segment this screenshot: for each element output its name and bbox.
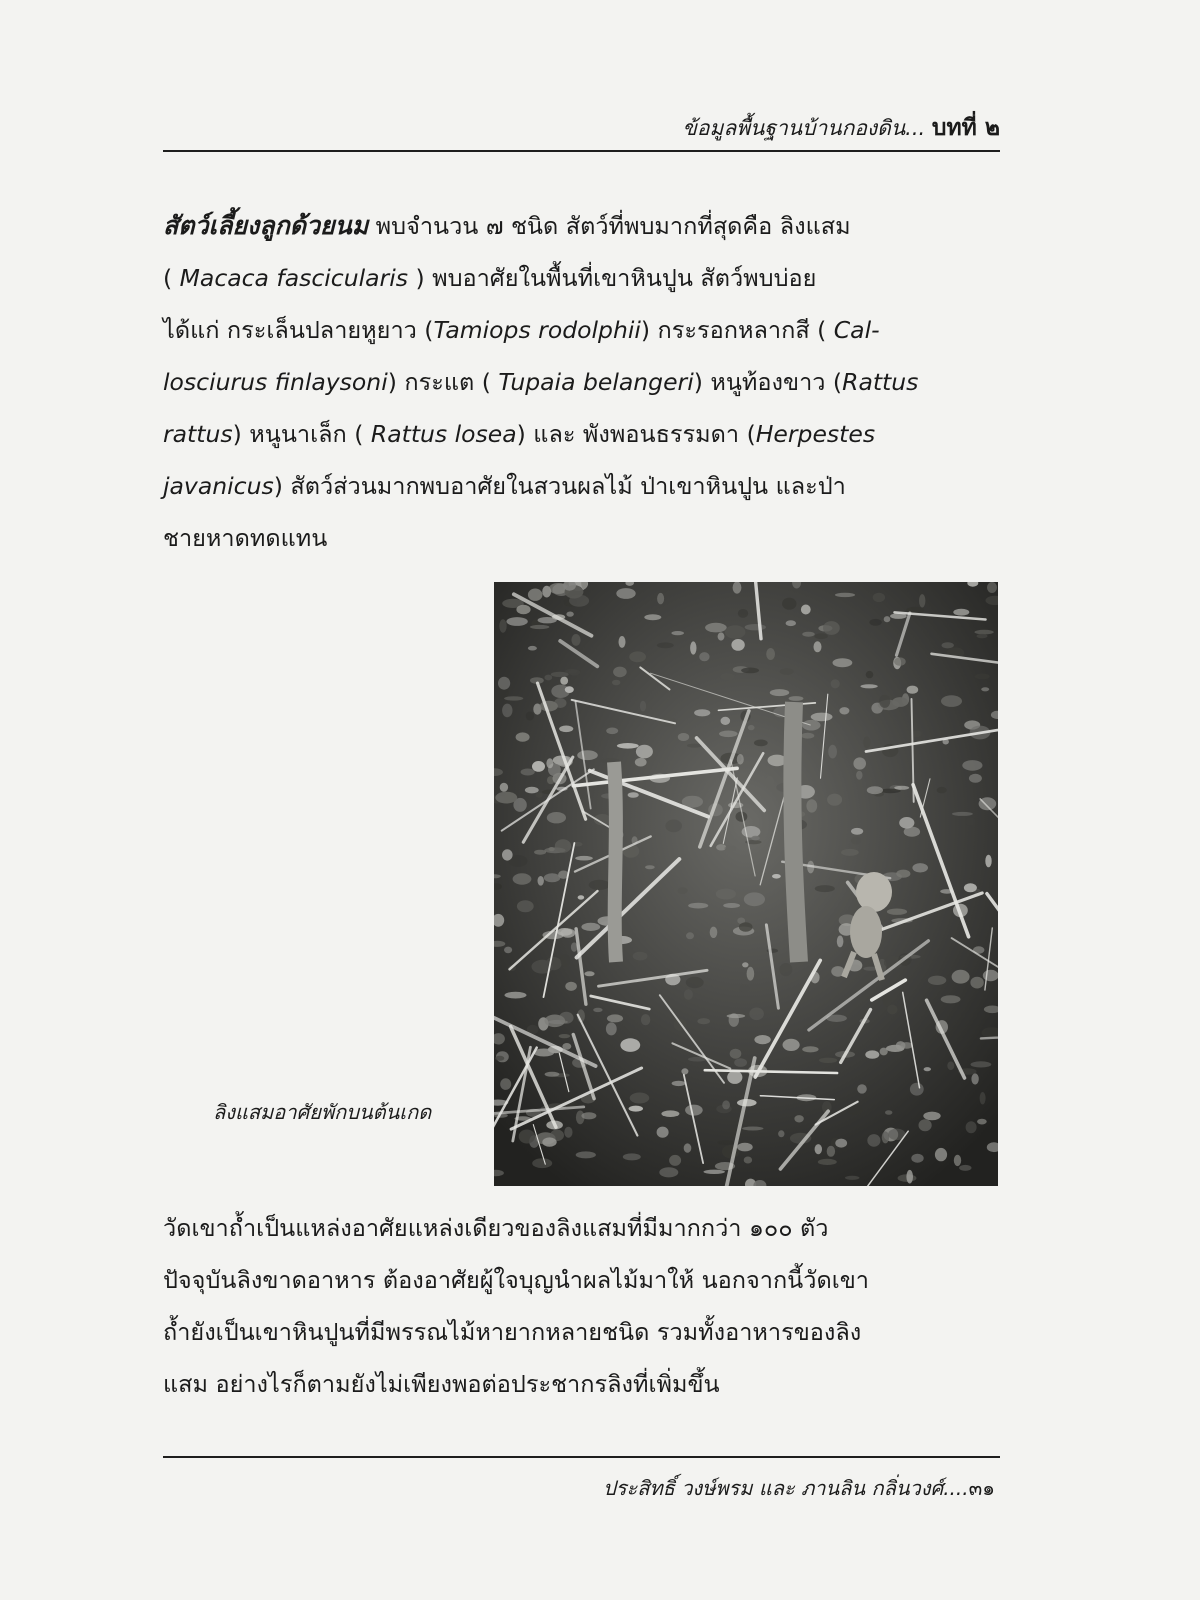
mammals-paragraph [163, 200, 1003, 564]
macaque-photo [494, 582, 998, 1186]
text-line [163, 356, 1003, 408]
scientific-name: Herpestes [755, 420, 876, 448]
text-line [163, 304, 1003, 356]
text-run: ได้แก่ กระเล็นปลายหูยาว ( [163, 316, 434, 344]
running-footer [603, 1472, 995, 1504]
chapter-label: บทที่ ๒ [931, 115, 1000, 141]
text-run: ) หนูนาเล็ก ( [232, 420, 371, 448]
text-line: ปัจจุบันลิงขาดอาหาร ต้องอาศัยผู้ใจบุญนำผลไม้มาให้ นอกจากนี้วัดเขา [163, 1266, 869, 1294]
text-line [163, 408, 1003, 460]
text-run: ( [163, 264, 180, 292]
cave-temple-paragraph [163, 1202, 1003, 1410]
text-run: ) กระแต ( [387, 368, 499, 396]
footer-rule [163, 1456, 1000, 1458]
text-line [163, 460, 1003, 512]
header-rule [163, 150, 1000, 152]
running-title: ข้อมูลพื้นฐานบ้านกองดิน... [682, 116, 926, 140]
text-line: แสม อย่างไรก็ตามยังไม่เพียงพอต่อประชากรลิงที่เพิ่มขึ้น [163, 1370, 720, 1398]
scientific-name: Rattus losea [370, 420, 517, 448]
text-run: พบจำนวน ๗ ชนิด สัตว์ที่พบมากที่สุดคือ ลิงแสม [368, 212, 851, 240]
scientific-name: Cal- [833, 316, 880, 344]
section-term: สัตว์เลี้ยงลูกด้วยนม [163, 211, 369, 240]
scientific-name: Tupaia belangeri [498, 368, 694, 396]
text-run: ) และ พังพอนธรรมดา ( [516, 420, 756, 448]
text-line [163, 512, 1003, 564]
running-header [683, 110, 1000, 146]
scientific-name: Rattus [842, 368, 919, 396]
text-run: ) สัตว์ส่วนมากพบอาศัยในสวนผลไม้ ป่าเขาหินปูน และป่า [273, 472, 846, 500]
text-run: ) กระรอกหลากสี ( [640, 316, 834, 344]
scientific-name: Tamiops rodolphii [433, 316, 641, 344]
text-line [163, 200, 1003, 252]
scientific-name: rattus [163, 420, 233, 448]
text-line: ถ้ำยังเป็นเขาหินปูนที่มีพรรณไม้หายากหลายชนิด รวมทั้งอาหารของลิง [163, 1318, 862, 1346]
author-names: ประสิทธิ์ วงษ์พรม และ ภานลิน กลิ่นวงศ์.... [603, 1476, 969, 1500]
text-line: วัดเขาถ้ำเป็นแหล่งอาศัยแหล่งเดียวของลิงแสมที่มีมากกว่า ๑๐๐ ตัว [163, 1214, 829, 1242]
scientific-name: losciurus finlaysoni [163, 368, 388, 396]
photo-caption: ลิงแสมอาศัยพักบนต้นเกด [213, 1100, 432, 1124]
text-run: ) พบอาศัยในพื้นที่เขาหินปูน สัตว์พบบ่อย [407, 264, 817, 292]
text-run: ชายหาดทดแทน [163, 524, 328, 552]
page-number: ๓๑ [968, 1476, 995, 1500]
text-run: ) หนูท้องขาว ( [693, 368, 843, 396]
scientific-name: javanicus [163, 472, 274, 500]
scientific-name: Macaca fascicularis [179, 264, 408, 292]
text-line [163, 252, 1003, 304]
